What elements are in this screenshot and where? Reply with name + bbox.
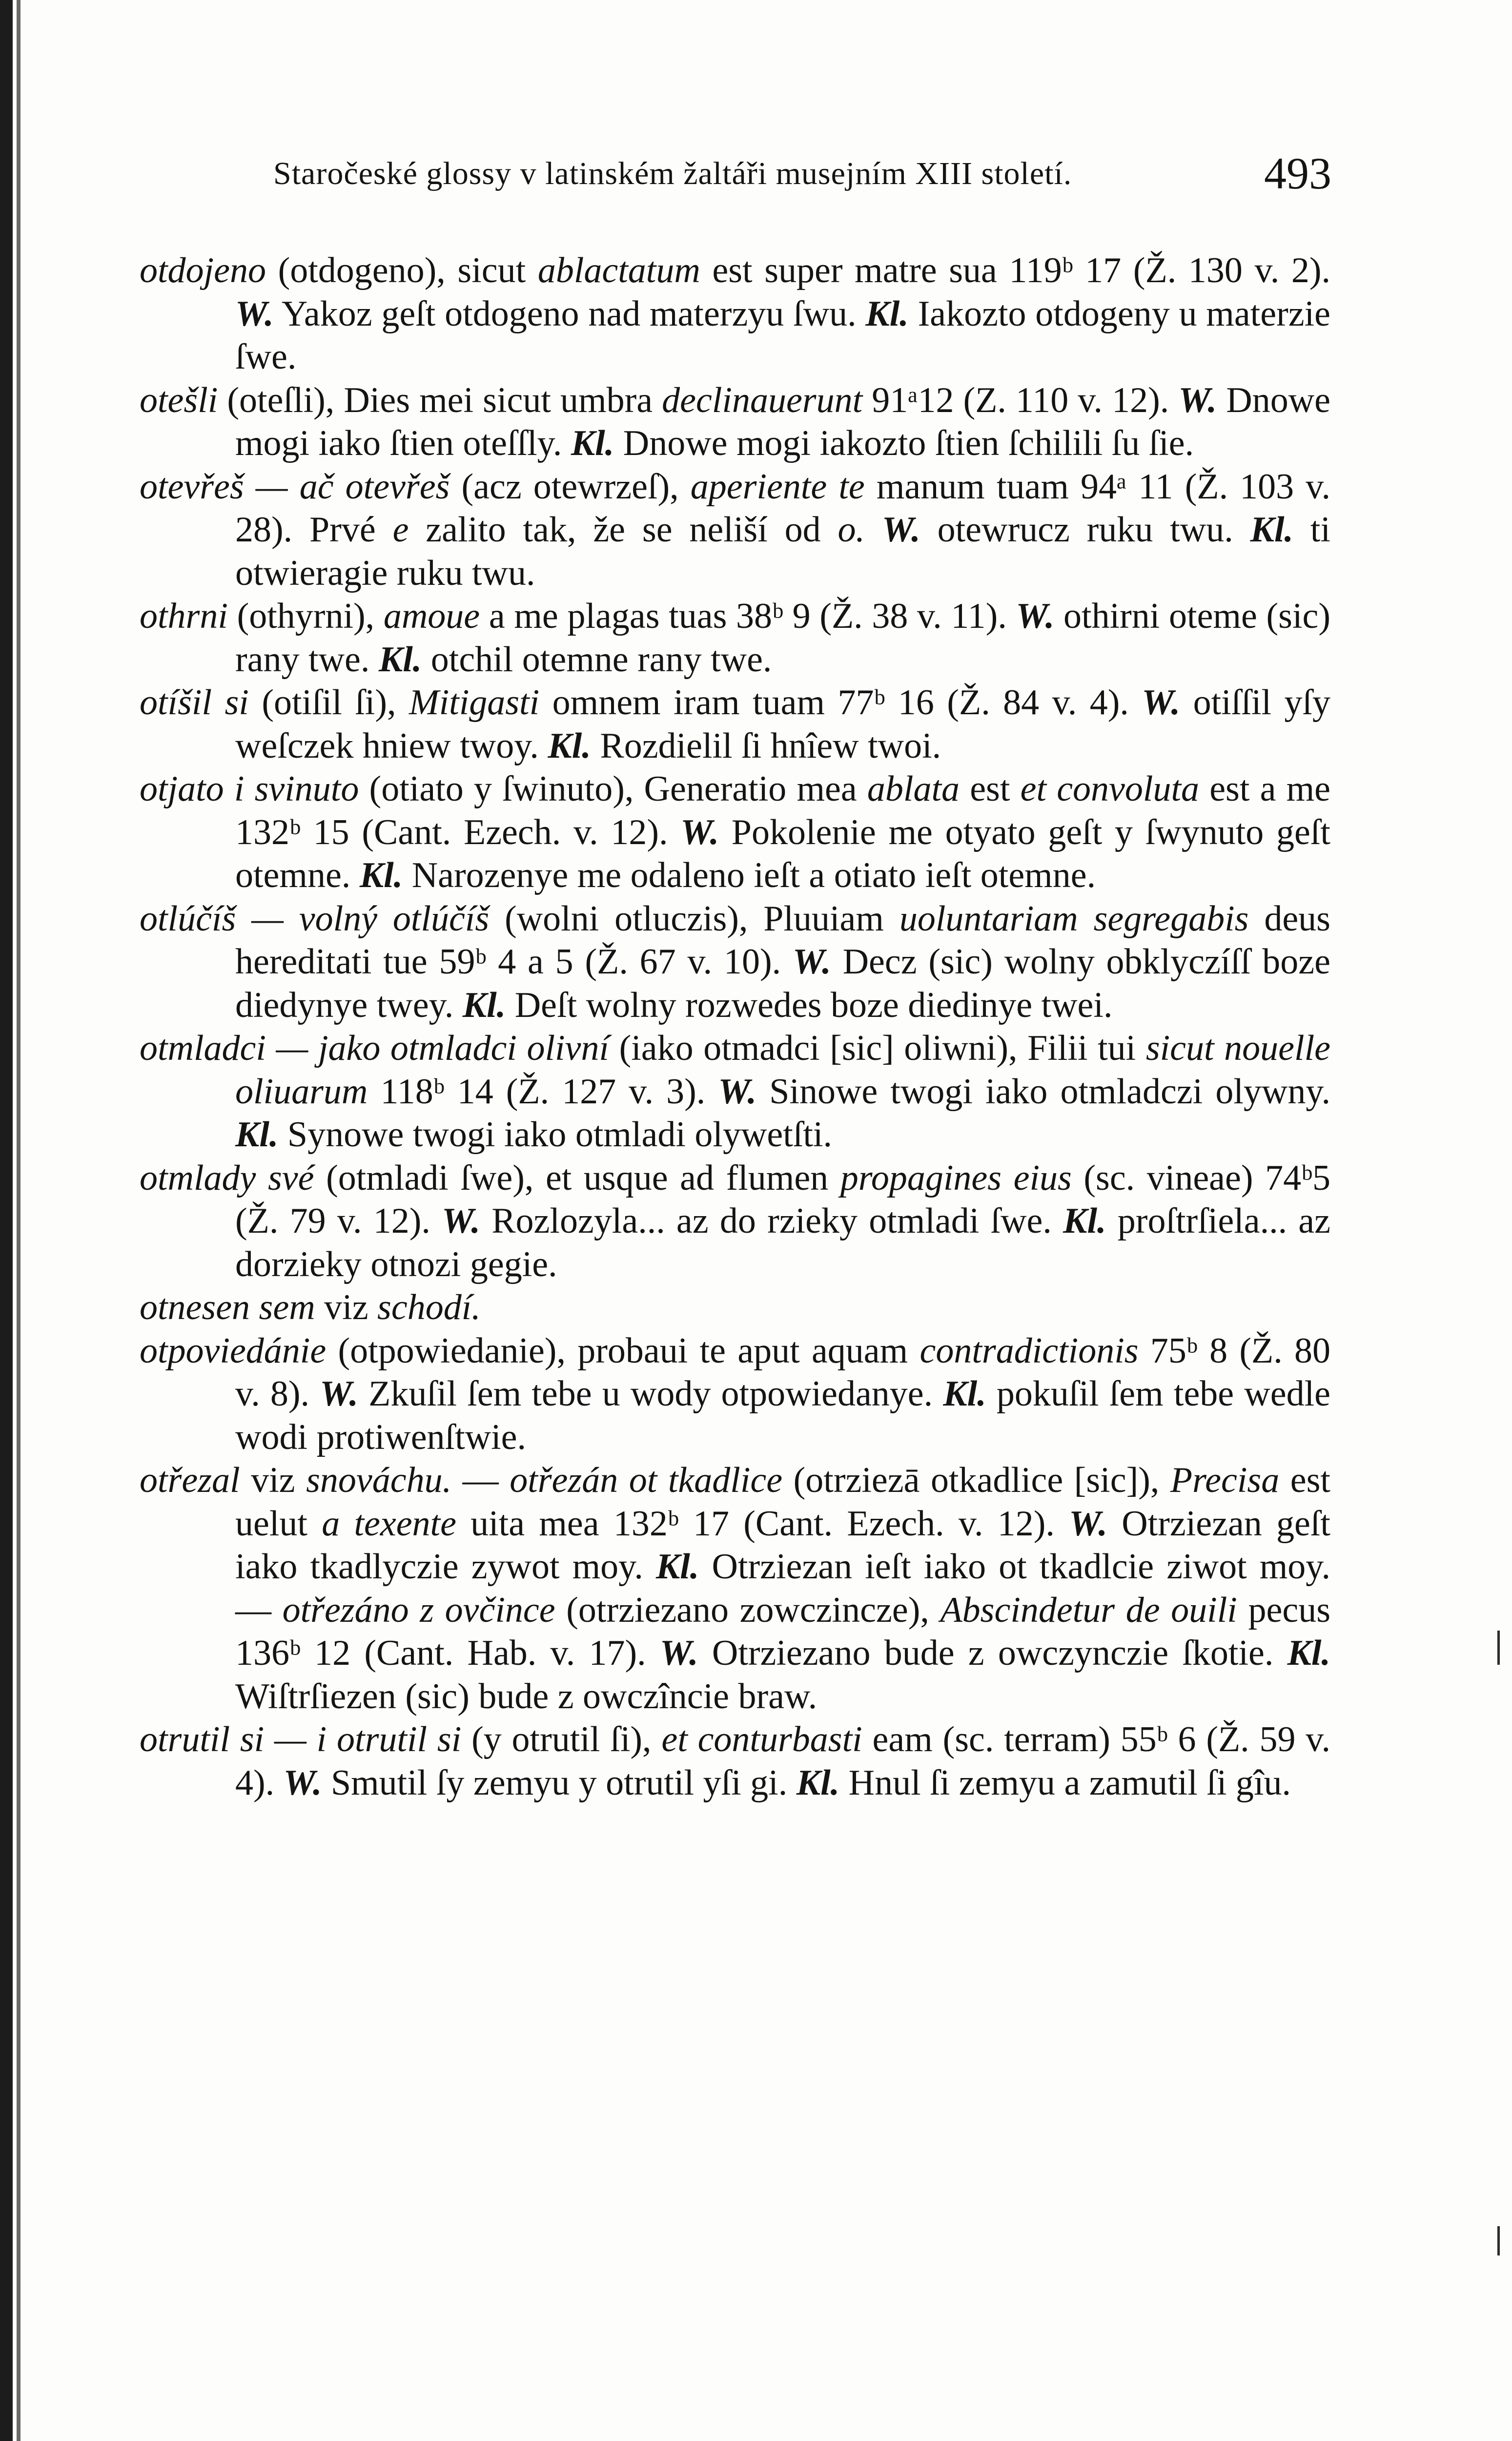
latin-term: schodí. — [377, 1287, 481, 1327]
entry-text: est a me 132ᵇ 15 (Cant. Ezech. v. 12). — [235, 769, 1331, 852]
source-siglum: W. — [235, 293, 274, 334]
entry-text: Otrziezan geſt iako tkadlyczie zywot moy. — [235, 1503, 1330, 1587]
source-siglum: Kl. — [865, 293, 909, 334]
entry-text: est uelut — [235, 1460, 1330, 1544]
source-siglum: Kl. — [571, 423, 614, 463]
scan-edge-line — [17, 0, 20, 2441]
entry-text: Hnul ſi zemyu a zamutil ſi gîu. — [839, 1762, 1291, 1803]
source-siglum: W. — [680, 812, 719, 852]
entry-text: — — [451, 1460, 510, 1500]
entry-headword: otrutil si — i otrutil si — [140, 1719, 462, 1759]
entry-text: eam (sc. terram) 55ᵇ 6 (Ž. 59 v. 4). — [235, 1719, 1330, 1803]
entry-text: pokuſil ſem tebe wedle wodi protiwenſtwie. — [235, 1374, 1330, 1457]
entry-text: manum tuam 94ᵃ 11 (Ž. 103 v. 28). Prvé — [235, 466, 1330, 550]
scan-margin-mark — [1497, 2226, 1500, 2255]
latin-term: otřezán ot tkadlice — [510, 1460, 783, 1500]
entry-text: (otrziezano zowczincze), — [555, 1590, 940, 1630]
entry-headword: otešli — [140, 380, 218, 420]
source-siglum: Kl. — [943, 1374, 986, 1414]
source-siglum: Kl. — [796, 1762, 840, 1803]
entry-text: Dnowe mogi iakozto ſtien ſchilili ſu ſie. — [614, 423, 1194, 463]
source-siglum: W. — [659, 1633, 698, 1673]
entry-text: (otdogeno), sicut — [266, 250, 538, 290]
entry-text: viz — [240, 1460, 306, 1500]
entry-text: (otrziezā otkadlice [sic]), — [782, 1460, 1170, 1500]
source-siglum: W. — [881, 510, 920, 550]
entry-headword: otnesen sem — [140, 1287, 315, 1327]
glossary-entry — [140, 595, 1330, 681]
source-siglum: Kl. — [1287, 1633, 1330, 1673]
entry-text: uita mea 132ᵇ 17 (Cant. Ezech. v. 12). — [456, 1503, 1069, 1544]
entry-text: zalito tak, že se neliší od — [409, 510, 838, 550]
source-siglum: Kl. — [1250, 510, 1294, 550]
source-siglum: W. — [1178, 380, 1217, 420]
glossary-entry — [140, 1157, 1330, 1286]
entry-text: (otiato y ſwinuto), Generatio mea — [359, 769, 867, 809]
entry-headword: otmlady své — [140, 1158, 314, 1198]
latin-term: uoluntariam segregabis — [899, 898, 1249, 939]
latin-term: et convoluta — [1020, 769, 1200, 809]
latin-term: declinauerunt — [662, 380, 863, 420]
glossary-entry — [140, 249, 1330, 379]
entry-text — [865, 510, 882, 550]
entry-text: (y otrutil ſi), — [461, 1719, 662, 1759]
entry-text: othirni oteme (sic) rany twe. — [235, 596, 1330, 680]
glossary-entry — [140, 465, 1330, 595]
source-siglum: W. — [442, 1201, 480, 1241]
glossary-entry — [140, 379, 1330, 465]
running-title: Staročeské glossy v latinském žaltáři musejním XIII století. — [273, 156, 1072, 191]
glossary-text — [140, 249, 1330, 1804]
latin-term: sicut nouelle oliuarum — [235, 1028, 1330, 1112]
entry-text: Iakozto otdogeny u materzie ſwe. — [235, 293, 1330, 377]
latin-term: Abscindetur de ouili — [940, 1590, 1237, 1630]
entry-text: otchil otemne rany twe. — [422, 639, 772, 680]
entry-text: 91ᵃ12 (Z. 110 v. 12). — [862, 380, 1179, 420]
entry-text: omnem iram tuam 77ᵇ 16 (Ž. 84 v. 4). — [539, 683, 1142, 723]
latin-term: Mitigasti — [409, 683, 540, 723]
entry-text: Rozlozyla... az do rzieky otmladi ſwe. — [480, 1201, 1063, 1241]
entry-text: proſtrſiela... az dorzieky otnozi gegie. — [235, 1201, 1330, 1284]
entry-text: Decz (sic) wolny obklyczíſſ boze diedynye twey. — [235, 942, 1330, 1025]
entry-text: Synowe twogi iako otmladi olywetſti. — [278, 1115, 832, 1155]
glossary-entry — [140, 1027, 1330, 1157]
latin-term: otřezáno z ovčince — [282, 1590, 555, 1630]
entry-text: Otrziezan ieſt iako ot tkadlcie ziwot moy. — — [235, 1547, 1330, 1630]
entry-text: (iako otmadci [sic] oliwni), Filii tui — [609, 1028, 1146, 1068]
entry-text: Wiſtrſiezen (sic) bude z owczîncie braw. — [235, 1676, 817, 1717]
latin-term: snováchu. — [306, 1460, 452, 1500]
latin-term: Precisa — [1170, 1460, 1280, 1500]
source-siglum: W. — [1142, 683, 1181, 723]
scan-margin-mark — [1497, 1631, 1500, 1665]
source-siglum: Kl. — [462, 985, 506, 1025]
entry-text: 118ᵇ 14 (Ž. 127 v. 3). — [368, 1071, 718, 1112]
entry-text: est — [960, 769, 1021, 809]
page-number: 493 — [1264, 148, 1331, 198]
latin-term: aperiente te — [690, 466, 865, 507]
entry-text: deus hereditati tue 59ᵇ 4 a 5 (Ž. 67 v. 10). — [235, 898, 1330, 982]
latin-term: o. — [838, 510, 865, 550]
entry-headword: otíšil si — [140, 683, 249, 723]
entry-text: ti otwieragie ruku twu. — [235, 510, 1331, 593]
latin-term: a texente — [322, 1503, 456, 1544]
glossary-entry — [140, 1718, 1330, 1804]
entry-text: Yakoz geſt otdogeno nad materzyu ſwu. — [273, 293, 866, 334]
glossary-entry — [140, 897, 1330, 1027]
entry-headword: otevřeš — ač otevřeš — [140, 466, 450, 507]
source-siglum: W. — [1069, 1503, 1107, 1544]
entry-headword: otjato i svinuto — [140, 769, 359, 809]
source-siglum: W. — [320, 1374, 358, 1414]
entry-text: Otrziezano bude z owczynczie ſkotie. — [698, 1633, 1287, 1673]
source-siglum: Kl. — [378, 639, 422, 680]
entry-text: (otmladi ſwe), et usque ad flumen — [314, 1158, 840, 1198]
source-siglum: Kl. — [655, 1547, 699, 1587]
entry-text: (othyrni), — [227, 596, 384, 636]
entry-text: (otiſil ſi), — [248, 683, 409, 723]
entry-text: otiſſil yſy weſczek hniew twoy. — [235, 683, 1331, 766]
source-siglum: W. — [283, 1762, 322, 1803]
entry-text: (wolni otluczis), Pluuiam — [489, 898, 899, 939]
entry-headword: otmladci — jako otmladci olivní — [140, 1028, 610, 1068]
entry-text: (otpowiedanie), probaui te aput aquam — [326, 1330, 920, 1371]
glossary-entry — [140, 681, 1330, 767]
entry-text: 75ᵇ 8 (Ž. 80 v. 8). — [235, 1330, 1330, 1414]
latin-term: amoue — [383, 596, 480, 636]
entry-text: pecus 136ᵇ 12 (Cant. Hab. v. 17). — [235, 1590, 1330, 1673]
source-siglum: Kl. — [548, 725, 591, 766]
latin-term: propagines eius — [840, 1158, 1072, 1198]
entry-text: Smutil ſy zemyu y otrutil yſi gi. — [322, 1762, 797, 1803]
latin-term: ablata — [867, 769, 960, 809]
entry-text: (sc. vineae) 74ᵇ5 (Ž. 79 v. 12). — [235, 1158, 1330, 1241]
entry-text: (acz otewrzeſ), — [450, 466, 691, 507]
entry-text: Zkuſil ſem tebe u wody otpowiedanye. — [358, 1374, 943, 1414]
source-siglum: W. — [1016, 596, 1055, 636]
entry-text: est super matre sua 119ᵇ 17 (Ž. 130 v. 2). — [700, 250, 1330, 290]
entry-text: Narozenye me odaleno ieſt a otiato ieſt otemne. — [403, 855, 1096, 895]
glossary-entry — [140, 1329, 1330, 1459]
source-siglum: Kl. — [235, 1115, 279, 1155]
latin-term: contradictionis — [919, 1330, 1139, 1371]
entry-headword: otřezal — [140, 1460, 240, 1500]
entry-text: a me plagas tuas 38ᵇ 9 (Ž. 38 v. 11). — [480, 596, 1016, 636]
entry-text: otewrucz ruku twu. — [920, 510, 1250, 550]
glossary-entry — [140, 1286, 1330, 1329]
source-siglum: W. — [792, 942, 831, 982]
entry-text: Rozdielil ſi hnîew twoi. — [591, 725, 941, 766]
source-siglum: Kl. — [1063, 1201, 1106, 1241]
glossary-entry — [140, 767, 1330, 897]
entry-headword: otlúčíš — volný otlúčíš — [140, 898, 490, 939]
entry-text: (oteſli), Dies mei sicut umbra — [218, 380, 662, 420]
entry-text: Sinowe twogi iako otmladczi olywny. — [756, 1071, 1331, 1112]
entry-headword: otpoviedánie — [140, 1330, 327, 1371]
entry-text: viz — [315, 1287, 378, 1327]
entry-text: Pokolenie me otyato geſt y ſwynuto geſt otemne. — [235, 812, 1330, 895]
latin-term: et conturbasti — [661, 1719, 862, 1759]
source-siglum: Kl. — [359, 855, 403, 895]
entry-headword: otdojeno — [140, 250, 266, 290]
latin-term: ablactatum — [537, 250, 700, 290]
source-siglum: W. — [718, 1071, 757, 1112]
scan-edge — [0, 0, 13, 2441]
latin-term: e — [392, 510, 409, 550]
entry-text: Deſt wolny rozwedes boze diedinye twei. — [506, 985, 1113, 1025]
entry-text: Dnowe mogi iako ſtien oteſſly. — [235, 380, 1330, 463]
entry-headword: othrni — [140, 596, 228, 636]
glossary-entry — [140, 1459, 1330, 1718]
